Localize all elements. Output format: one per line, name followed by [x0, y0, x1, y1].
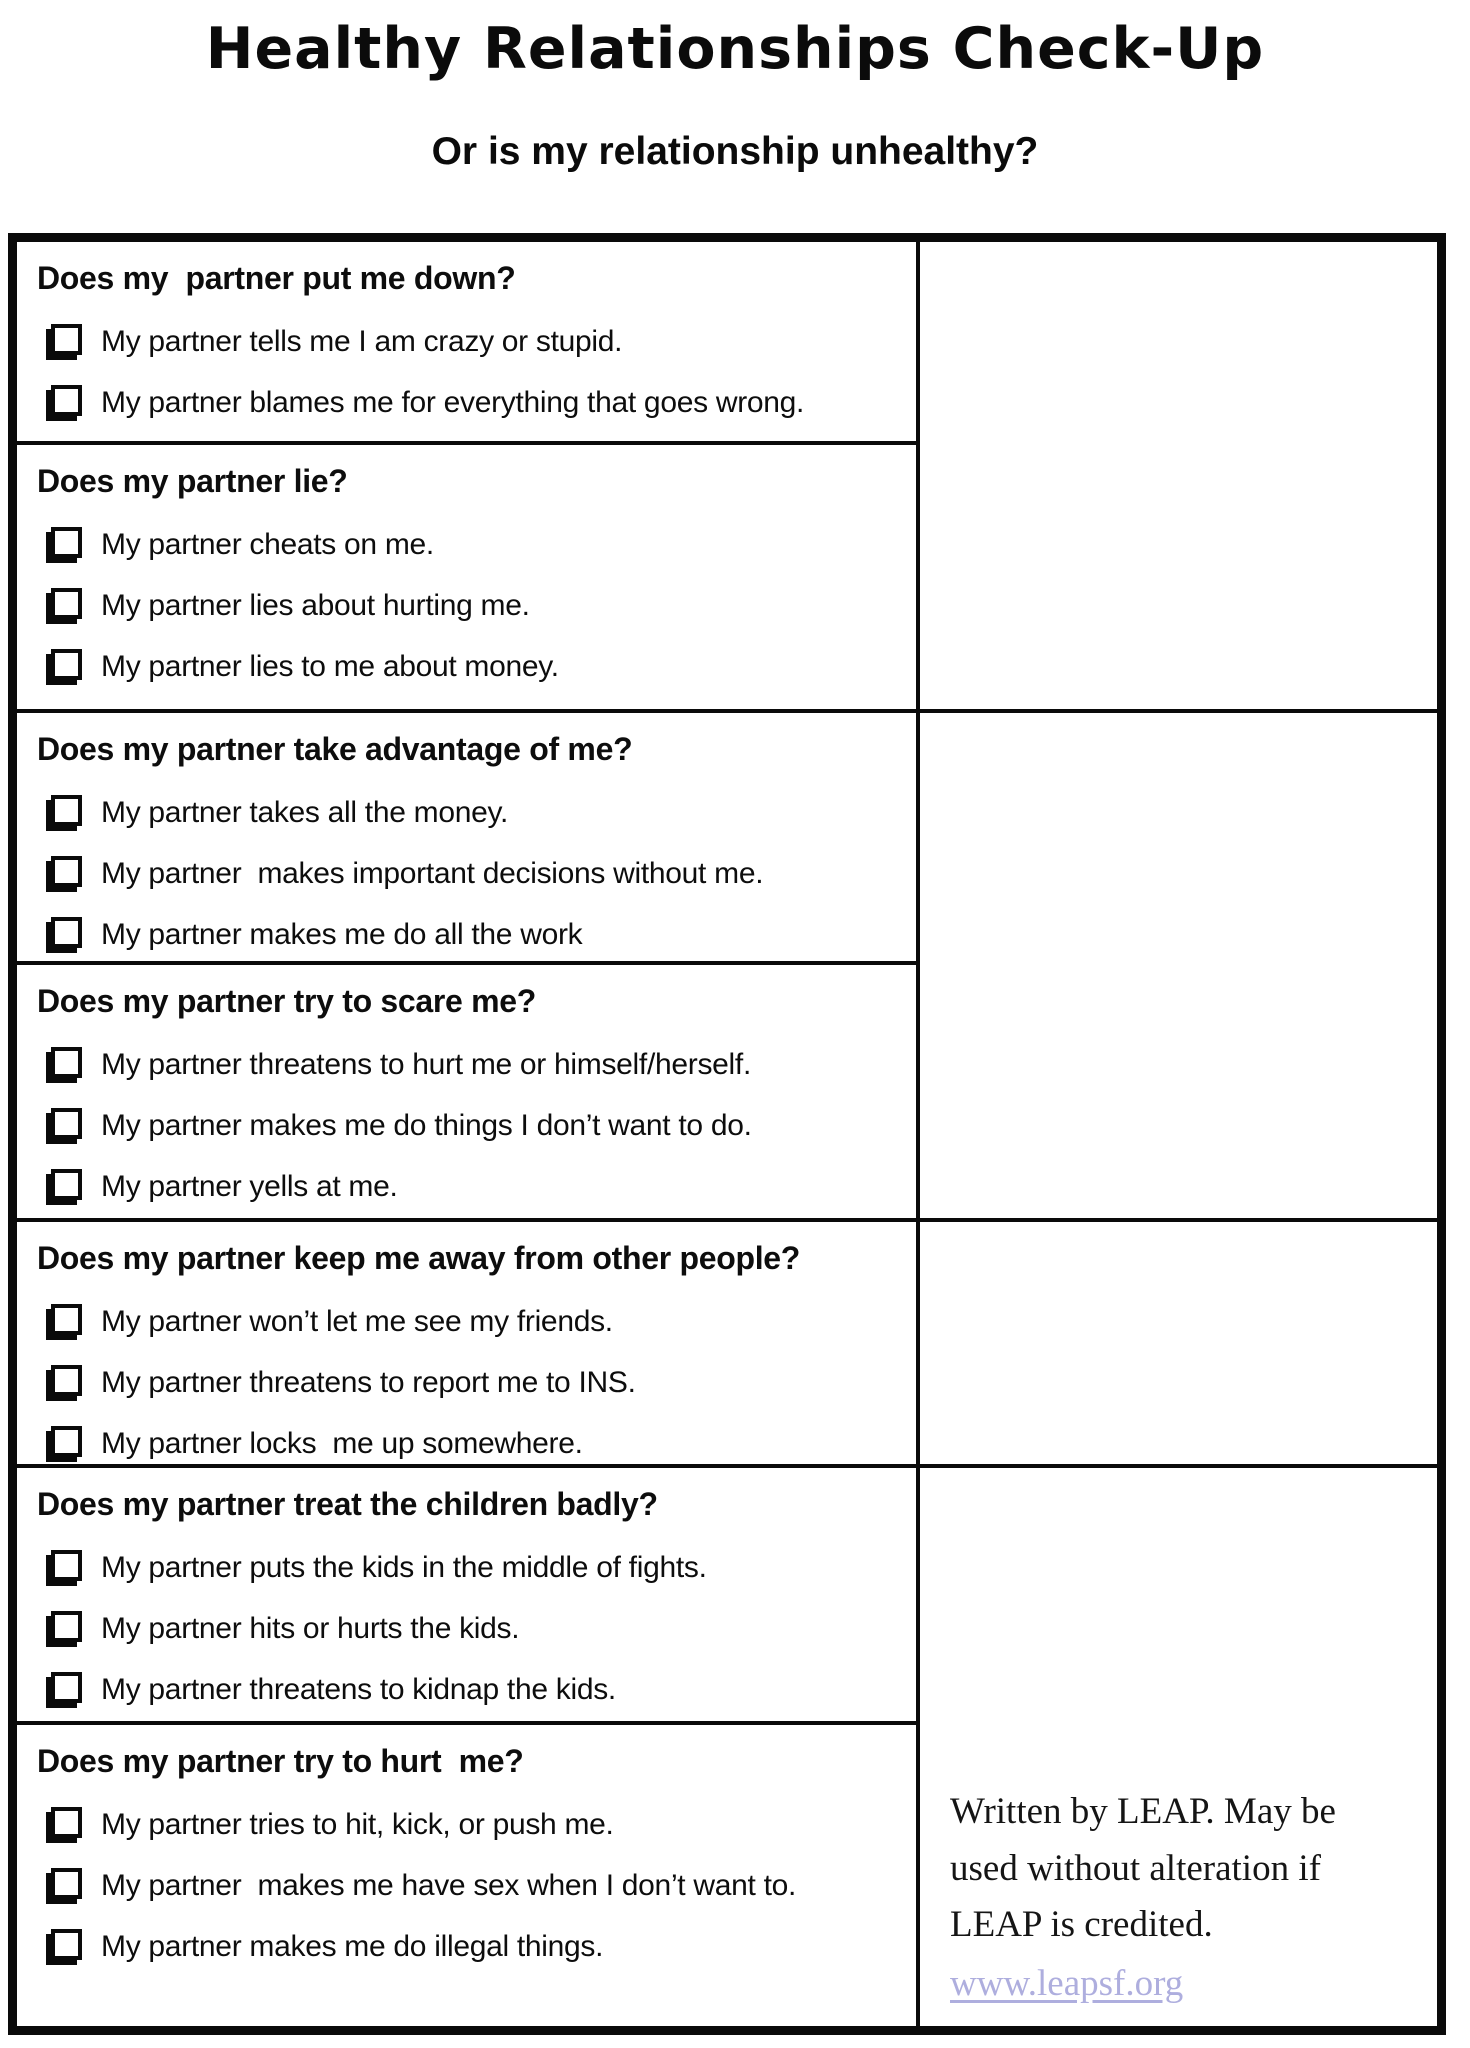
item-label: My partner hits or hurts the kids.: [101, 1611, 520, 1645]
checkbox-icon[interactable]: [51, 324, 82, 355]
checklist-item: [47, 1807, 916, 1842]
checkbox-icon[interactable]: [51, 1929, 82, 1960]
checkbox-icon[interactable]: [51, 795, 82, 826]
checkbox-icon[interactable]: [51, 649, 82, 680]
page-title: Healthy Relationships Check-Up: [205, 16, 1265, 82]
checkbox-icon[interactable]: [51, 1611, 82, 1642]
notes-column: [920, 242, 1437, 2026]
attribution-cell: [920, 1468, 1437, 2026]
checkbox-icon[interactable]: [51, 1550, 82, 1581]
checkbox-icon[interactable]: [51, 917, 82, 948]
notes-cell: [920, 242, 1437, 713]
checkbox-icon[interactable]: [51, 1365, 82, 1396]
section-header: Does my partner try to hurt me?: [37, 1743, 524, 1779]
checkbox-icon[interactable]: [51, 588, 82, 619]
checkbox-icon[interactable]: [51, 1868, 82, 1899]
checkbox-icon[interactable]: [51, 527, 82, 558]
item-label: My partner blames me for everything that goes wrong.: [101, 385, 805, 419]
checkbox-icon[interactable]: [51, 1169, 82, 1200]
checkbox-icon[interactable]: [51, 1807, 82, 1838]
checklist-item: [47, 385, 916, 420]
checklist-item: [47, 1365, 916, 1400]
item-label: My partner makes me do all the work: [101, 917, 583, 951]
checklist-item: [47, 1426, 916, 1461]
checkbox-icon[interactable]: [51, 1108, 82, 1139]
section-header: Does my partner put me down?: [37, 260, 516, 296]
attribution-link[interactable]: www.leapsf.org: [950, 1962, 1184, 2004]
item-label: My partner tells me I am crazy or stupid.: [101, 324, 623, 358]
checklist-item: [47, 588, 916, 623]
item-label: My partner locks me up somewhere.: [101, 1426, 583, 1460]
checklist-item: [47, 324, 916, 359]
item-label: My partner makes me do things I don’t want to do.: [101, 1108, 752, 1142]
attribution: [950, 1784, 1420, 2012]
item-label: My partner won’t let me see my friends.: [101, 1304, 613, 1338]
page-subtitle: Or is my relationship unhealthy?: [431, 130, 1039, 173]
checklist-item: [47, 1304, 916, 1339]
checkbox-icon[interactable]: [51, 1304, 82, 1335]
checklist-item: [47, 649, 916, 684]
checklist-item: [47, 1169, 916, 1204]
item-label: My partner lies to me about money.: [101, 649, 559, 683]
item-label: My partner yells at me.: [101, 1169, 398, 1203]
checklist-column: [17, 242, 920, 2026]
section-treat-children-badly: [17, 1468, 916, 1725]
section-take-advantage: [17, 713, 916, 965]
item-label: My partner takes all the money.: [101, 795, 508, 829]
checklist-item: [47, 1108, 916, 1143]
checklist-item: [47, 527, 916, 562]
attribution-line: LEAP is credited.: [950, 1904, 1213, 1946]
checklist-item: [47, 917, 916, 952]
section-hurt-me: [17, 1725, 916, 2026]
attribution-line: used without alteration if: [950, 1847, 1321, 1889]
section-header: Does my partner try to scare me?: [37, 983, 537, 1019]
section-header: Does my partner keep me away from other people?: [37, 1240, 801, 1276]
section-header: Does my partner take advantage of me?: [37, 731, 633, 767]
checkbox-icon[interactable]: [51, 1426, 82, 1457]
section-keep-me-away: [17, 1222, 916, 1468]
checklist-item: [47, 795, 916, 830]
section-scare-me: [17, 965, 916, 1222]
item-label: My partner tries to hit, kick, or push me.: [101, 1807, 614, 1841]
notes-cell: [920, 1222, 1437, 1468]
section-put-me-down: [17, 242, 916, 445]
checkbox-icon[interactable]: [51, 856, 82, 887]
item-label: My partner makes me do illegal things.: [101, 1929, 604, 1963]
notes-cell: [920, 713, 1437, 1222]
section-lie: [17, 445, 916, 713]
item-label: My partner makes important decisions without me.: [101, 856, 764, 890]
item-label: My partner threatens to report me to INS.: [101, 1365, 636, 1399]
checklist-table: [8, 233, 1446, 2035]
section-header: Does my partner treat the children badly?: [37, 1486, 658, 1522]
checklist-item: [47, 1868, 916, 1903]
item-label: My partner threatens to hurt me or himself/herself.: [101, 1047, 751, 1081]
checklist-item: [47, 1929, 916, 1964]
checkbox-icon[interactable]: [51, 385, 82, 416]
attribution-line: Written by LEAP. May be: [950, 1791, 1336, 1832]
checklist-item: [47, 1550, 916, 1585]
section-header: Does my partner lie?: [37, 463, 348, 499]
checklist-item: [47, 1611, 916, 1646]
checkbox-icon[interactable]: [51, 1047, 82, 1078]
item-label: My partner threatens to kidnap the kids.: [101, 1672, 616, 1706]
item-label: My partner cheats on me.: [101, 527, 434, 561]
item-label: My partner puts the kids in the middle of fights.: [101, 1550, 707, 1584]
checklist-item: [47, 1672, 916, 1707]
checkbox-icon[interactable]: [51, 1672, 82, 1703]
item-label: My partner makes me have sex when I don’t want to.: [101, 1868, 797, 1902]
checklist-item: [47, 1047, 916, 1082]
checklist-item: [47, 856, 916, 891]
item-label: My partner lies about hurting me.: [101, 588, 530, 622]
